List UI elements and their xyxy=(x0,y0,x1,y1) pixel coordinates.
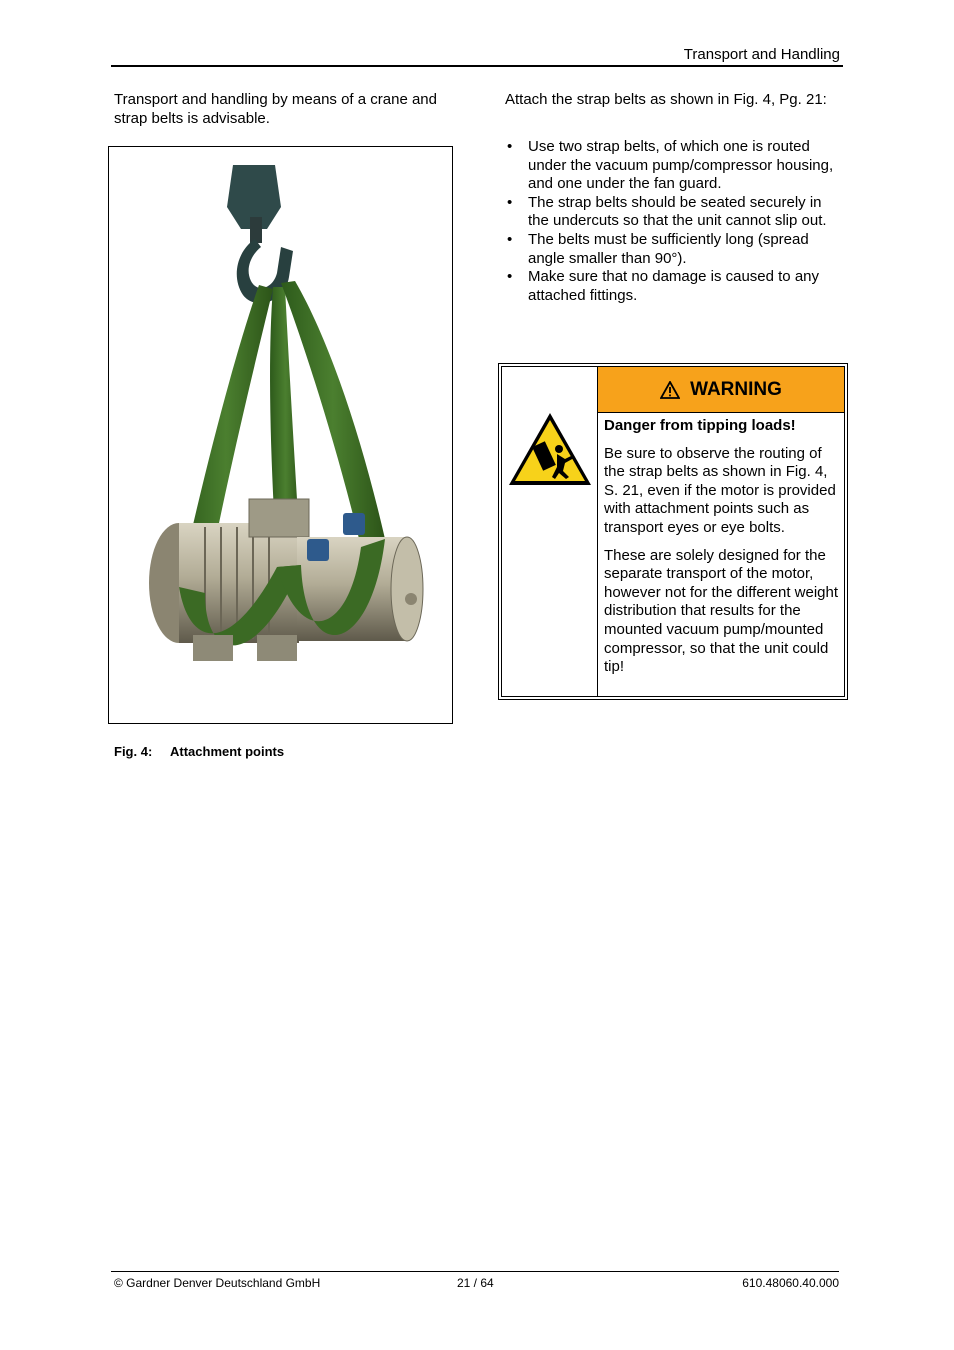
header-rule xyxy=(111,65,843,67)
figure-caption xyxy=(114,744,284,759)
figure-attachment-points xyxy=(108,146,453,724)
left-intro-text: Transport and handling by means of a crane and strap belts is advisable. xyxy=(114,91,437,127)
warning-triangle-icon xyxy=(660,381,680,399)
tipping-load-warning-icon xyxy=(507,411,593,487)
list-item: • The belts must be sufficiently long (spread angle smaller than 90°). xyxy=(505,231,845,268)
list-item: • Make sure that no damage is caused to any attached fittings. xyxy=(505,268,845,305)
footer-doc-number: 610.48060.40.000 xyxy=(742,1276,839,1290)
right-intro-text: Attach the strap belts as shown in Fig. 4, Pg. 21: xyxy=(505,91,827,108)
warning-paragraph: Be sure to observe the routing of the strap belts as shown in Fig. 4, S. 21, even if the motor is provided with attachment points such as transport eyes or eye bolts. xyxy=(604,444,836,536)
warning-body xyxy=(604,417,840,686)
footer-copyright: © Gardner Denver Deutschland GmbH xyxy=(114,1276,321,1290)
figure-caption-text: Attachment points xyxy=(170,744,285,759)
warning-danger-text: Danger from tipping loads! xyxy=(604,417,796,434)
footer-page-number: 21 / 64 xyxy=(457,1276,494,1290)
warning-title: WARNING xyxy=(690,378,782,400)
list-item: • Use two strap belts, of which one is routed under the vacuum pump/compressor housing, and one under the fan guard. xyxy=(505,138,845,194)
section-header: Transport and Handling xyxy=(683,46,840,63)
crane-lift-photo xyxy=(109,147,454,725)
warning-icon-cell xyxy=(502,367,598,696)
warning-header xyxy=(598,367,844,413)
list-item: • The strap belts should be seated securely in the undercuts so that the unit cannot slip out. xyxy=(505,194,845,231)
figure-number: Fig. 4: xyxy=(114,744,153,759)
warning-paragraph: These are solely designed for the separate transport of the motor, however not for the different weight distribution that results for the mounted vacuum pump/mounted compressor, so that the unit could tip! xyxy=(604,546,839,676)
warning-box xyxy=(498,363,848,700)
footer-rule xyxy=(111,1271,839,1272)
instruction-list xyxy=(505,138,845,305)
